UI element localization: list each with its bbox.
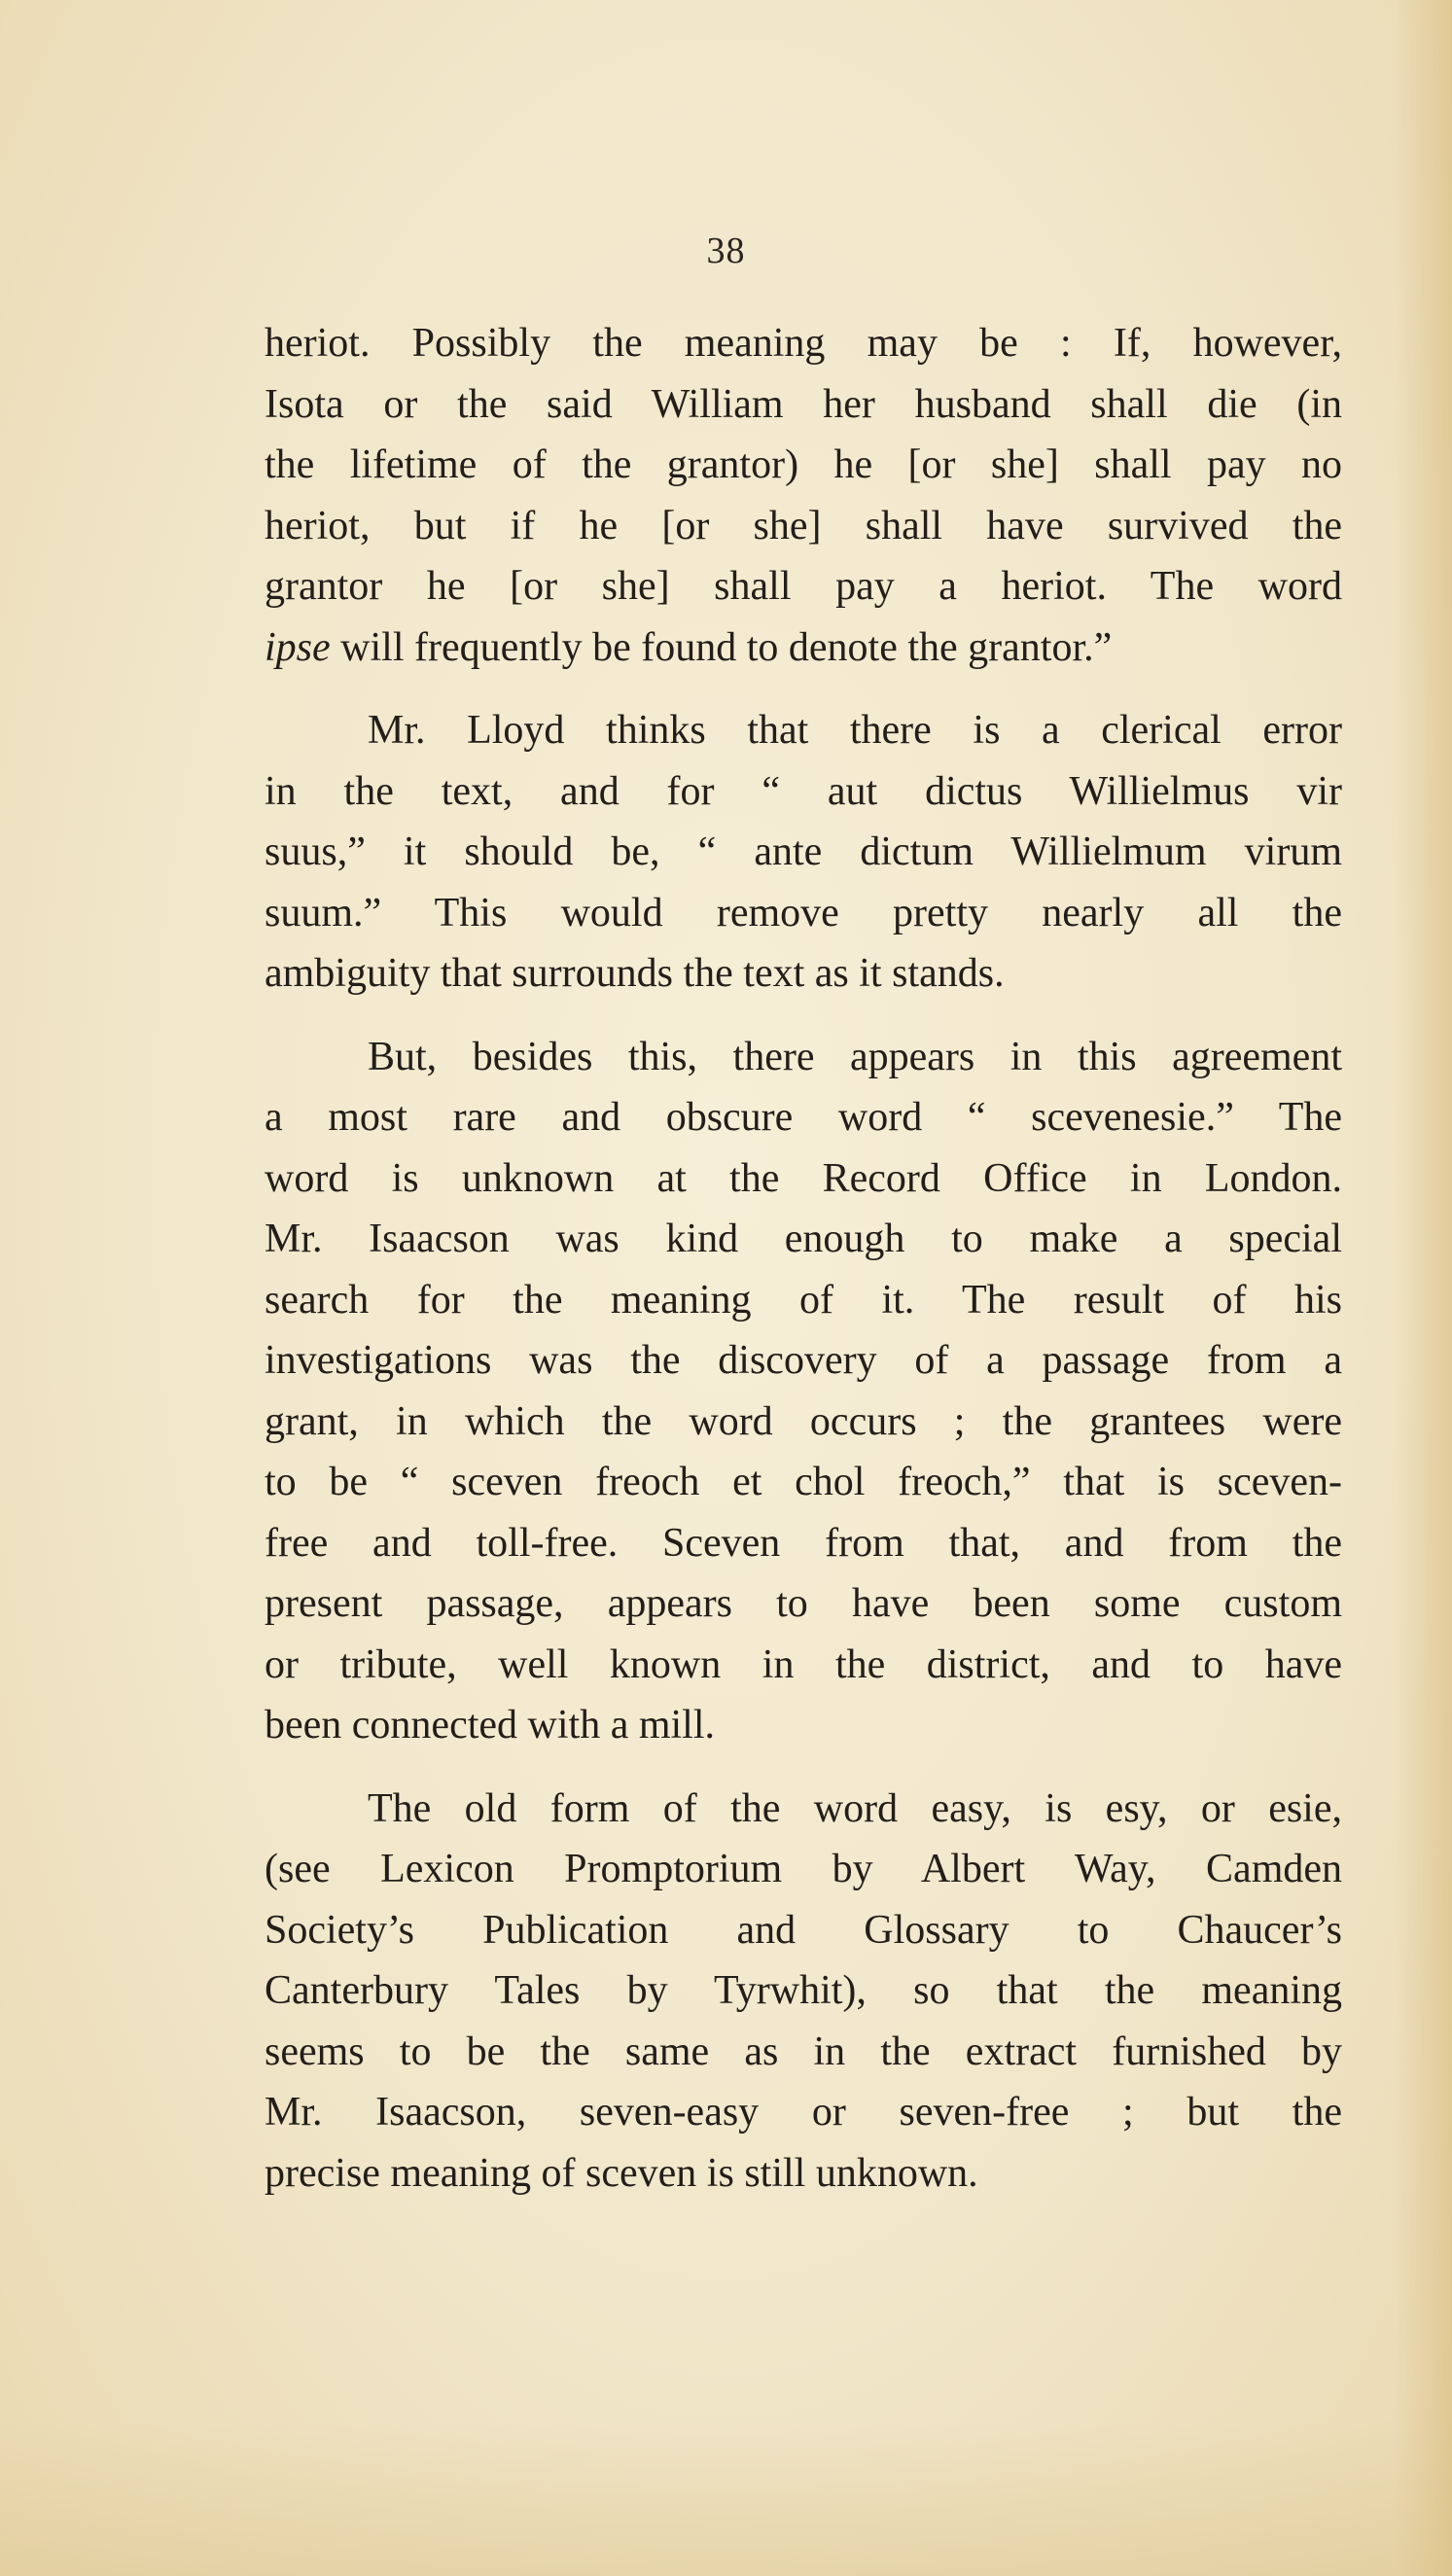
text-line: Isota or the said William her husband shall die (in (265, 381, 1342, 427)
text-line (265, 618, 1342, 679)
paragraph (265, 700, 1342, 1005)
text-line: heriot. Possibly the meaning may be : If, however, (265, 321, 1342, 366)
paragraph (265, 1779, 1342, 2205)
text-line: The old form of the word easy, is esy, or esie, (368, 1785, 1342, 1831)
text-line: (see Lexicon Promptorium by Albert Way, Camden (265, 1847, 1342, 1891)
text-line: heriot, but if he [or she] shall have survived the (265, 503, 1342, 548)
text-line: in the text, and for “ aut dictus Willielmus vir (265, 768, 1342, 814)
page-number: 38 (706, 230, 746, 271)
page-edge-shading (1394, 0, 1452, 2576)
text-line: Mr. Isaacson was kind enough to make a special (265, 1217, 1342, 1261)
page-bottom-shading (0, 2420, 1452, 2576)
text-line-rest: will frequently be found to denote the grantor.” (330, 624, 1113, 670)
text-line: precise meaning of sceven is still unknown. (265, 2150, 978, 2196)
text-line: present passage, appears to have been some custom (265, 1581, 1342, 1626)
text-line: Society’s Publication and Glossary to Chaucer’s (265, 1907, 1342, 1953)
paragraph (265, 313, 1342, 678)
text-line: been connected with a mill. (265, 1703, 716, 1747)
text-line: Mr. Lloyd thinks that there is a clerical error (368, 708, 1342, 753)
text-line: suus,” it should be, “ ante dictum Willielmum virum (265, 829, 1342, 874)
text-line: investigations was the discovery of a passage from a (265, 1338, 1342, 1383)
text-line: word is unknown at the Record Office in London. (265, 1155, 1342, 1201)
text-line: to be “ sceven freoch et chol freoch,” that is sceven- (265, 1460, 1342, 1504)
text-line: a most rare and obscure word “ scevenesie.” The (265, 1095, 1342, 1140)
text-line: But, besides this, there appears in this agreement (368, 1034, 1342, 1079)
text-line: seems to be the same as in the extract furnished by (265, 2029, 1342, 2074)
italic-word: ipse (265, 624, 331, 670)
text-line: grantor he [or she] shall pay a heriot. The word (265, 564, 1342, 609)
text-line: grant, in which the word occurs ; the grantees were (265, 1398, 1342, 1444)
text-line: the lifetime of the grantor) he [or she] shall pay no (265, 442, 1342, 487)
paragraph (265, 1027, 1342, 1756)
text-line: Mr. Isaacson, seven-easy or seven-free ; but the (265, 2090, 1342, 2135)
text-line: suum.” This would remove pretty nearly all the (265, 890, 1342, 935)
text-line: free and toll-free. Sceven from that, and from the (265, 1520, 1342, 1566)
text-line: search for the meaning of it. The result of his (265, 1277, 1342, 1323)
text-line: ambiguity that surrounds the text as it stands. (265, 951, 1005, 996)
text-line: or tribute, well known in the district, and to have (265, 1641, 1342, 1687)
body-text (265, 313, 1342, 2226)
text-line: Canterbury Tales by Tyrwhit), so that the meaning (265, 1968, 1342, 2013)
